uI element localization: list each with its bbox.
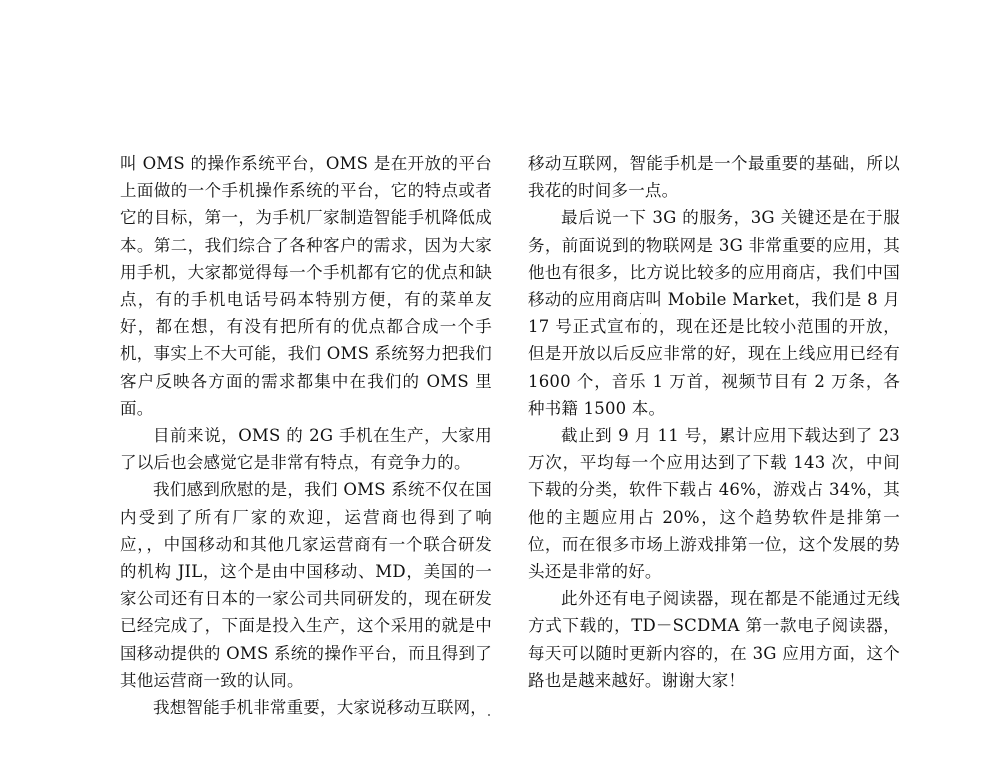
left-text-column — [120, 150, 492, 721]
paragraph: 我们感到欣慰的是，我们 OMS 系统不仅在国内受到了所有厂家的欢迎，运营商也得到了响应，，中国移动和其他几家运营商有一个联合研发的机构 JIL，这个是由中国移动、MD，美国的一家公司还有日本的一家公司共同研发的，现在研发已经完成了，下面是投入生产，这个采用的就是中国移动提供的 OMS 系统的操作平台，而且得到了其他运营商一致的认同。 — [120, 480, 492, 690]
paragraph: 截止到 9 月 11 号，累计应用下载达到了 23 万次，平均每一个应用达到了下载 143 次，中间下载的分类，软件下载占 46%，游戏占 34%，其他的主题应用占 20%，这个趋势软件是排第一位，而在很多市场上游戏排第一位，这个发展的势头还是非常的好。 — [528, 426, 900, 582]
right-text-column — [528, 150, 900, 694]
paragraph: 此外还有电子阅读器，现在都是不能通过无线方式下载的，TD－SCDMA 第一款电子阅读器，每天可以随时更新内容的，在 3G 应用方面，这个路也是越来越好。谢谢大家！ — [528, 589, 900, 690]
paragraph: 移动互联网，智能手机是一个最重要的基础，所以我花的时间多一点。 — [528, 154, 900, 201]
scan-speck — [640, 313, 641, 314]
paragraph: 目前来说，OMS 的 2G 手机在生产，大家用了以后也会感觉它是非常有特点，有竞争力的。 — [120, 426, 492, 473]
scan-speck — [488, 714, 490, 716]
paragraph: 我想智能手机非常重要，大家说移动互联网， — [153, 698, 487, 718]
paragraph: 最后说一下 3G 的服务，3G 关键还是在于服务，前面说到的物联网是 3G 非常重要的应用，其他也有很多，比方说比较多的应用商店，我们中国移动的应用商店叫 Mobile Market，我们是 8 月 17 号正式宣布的，现在还是比较小范围的开放，但是开放以后反应非常的好，现在上线应用已经有 1600 个，音乐 1 万首，视频节目有 2 万条，各种书籍 1500 本。 — [528, 208, 900, 418]
paragraph: 叫 OMS 的操作系统平台，OMS 是在开放的平台上面做的一个手机操作系统的平台，它的特点或者它的目标，第一，为手机厂家制造智能手机降低成本。第二，我们综合了各种客户的需求，因为大家用手机，大家都觉得每一个手机都有它的优点和缺点，有的手机电话号码本特别方便，有的菜单友好，都在想，有没有把所有的优点都合成一个手机，事实上不大可能，我们 OMS 系统努力把我们客户反映各方面的需求都集中在我们的 OMS 里面。 — [120, 154, 492, 418]
